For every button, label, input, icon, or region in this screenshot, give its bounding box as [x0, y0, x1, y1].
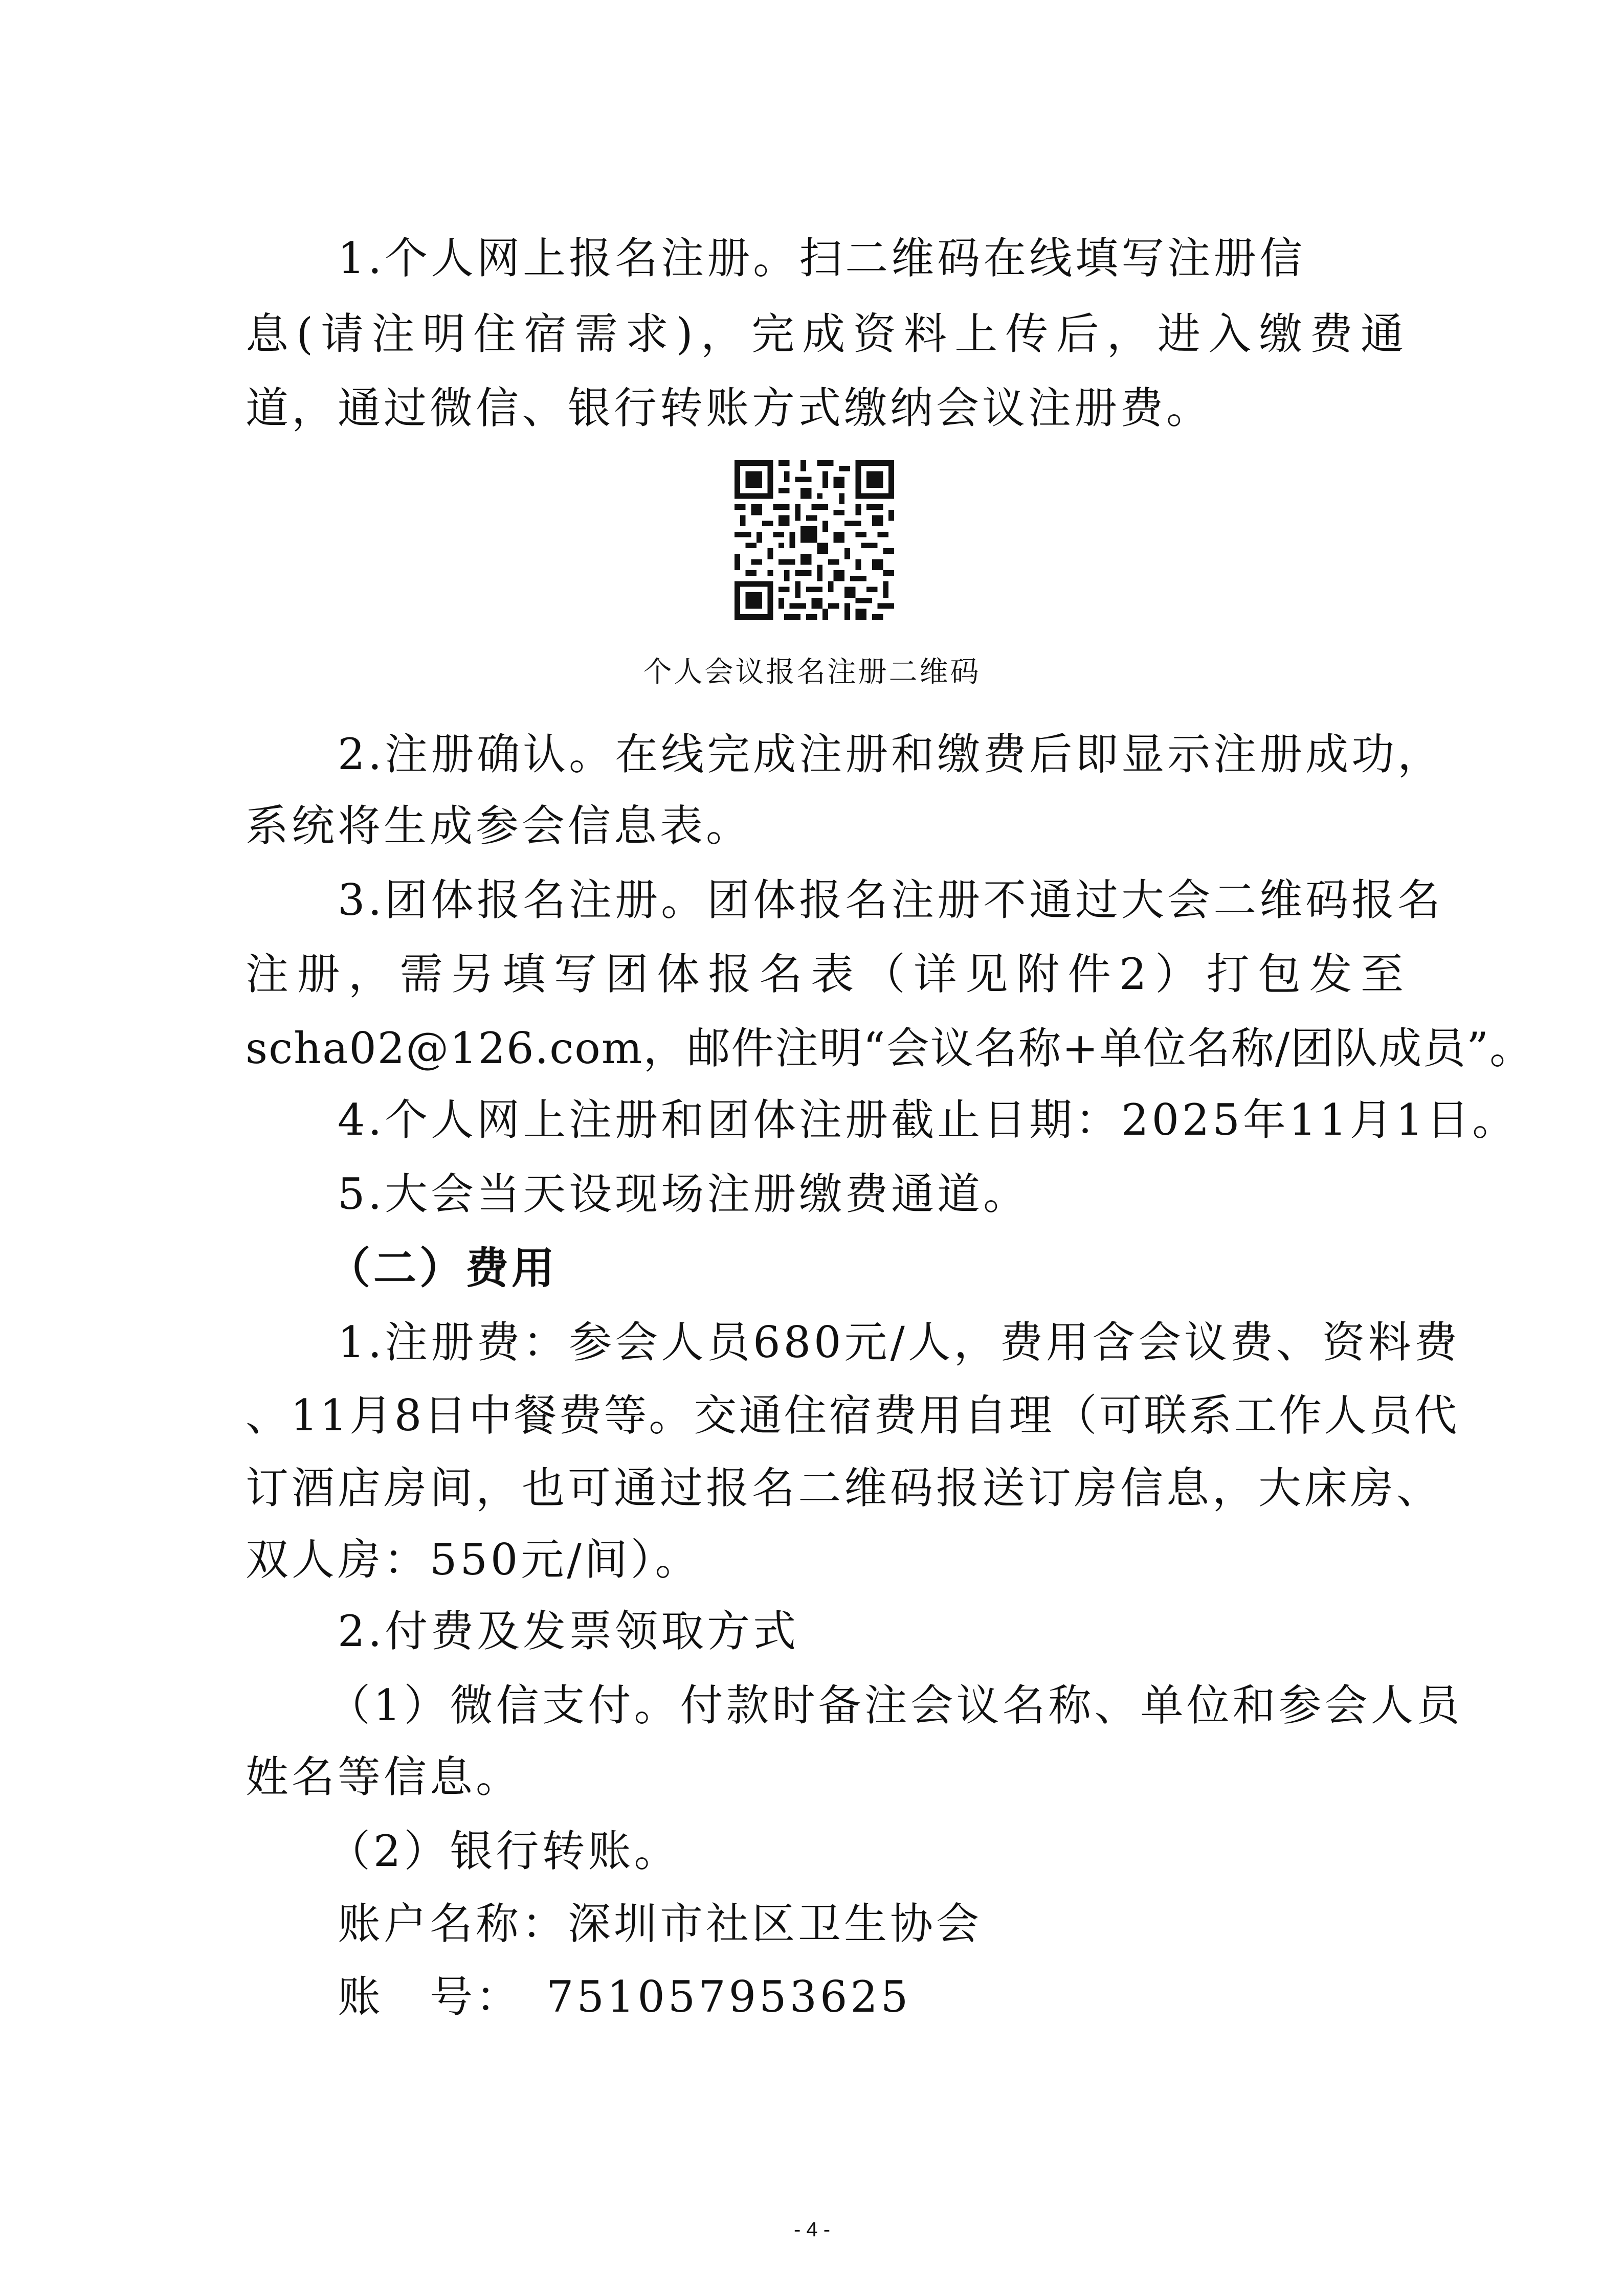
step-3-line-3: scha02@126.com，邮件注明“会议名称+单位名称/团队成员”。 — [246, 1023, 1534, 1073]
fee-1-line-3: 订酒店房间，也可通过报名二维码报送订房信息，大床房、 — [246, 1463, 1443, 1513]
page-number: - 4 - — [793, 2218, 831, 2241]
account-number-line: 账 号： 751057953625 — [338, 1972, 911, 2022]
step-3-line-2: 注册，需另填写团体报名表（详见附件2）打包发至 — [246, 949, 1407, 999]
step-2-line-1: 2.注册确认。在线完成注册和缴费后即显示注册成功， — [338, 729, 1444, 779]
account-name-line: 账户名称：深圳市社区卫生协会 — [338, 1899, 983, 1949]
step-5-line: 5.大会当天设现场注册缴费通道。 — [338, 1169, 1030, 1219]
wechat-pay-line-1: （1）微信支付。付款时备注会议名称、单位和参会人员 — [327, 1680, 1463, 1730]
step-3-line-1: 3.团体报名注册。团体报名注册不通过大会二维码报名 — [338, 875, 1444, 925]
step-1-line-2: 息(请注明住宿需求)，完成资料上传后，进入缴费通 — [246, 309, 1407, 359]
section-heading-fees: （二）费用 — [327, 1243, 558, 1293]
fee-1-line-4: 双人房：550元/间）。 — [246, 1535, 701, 1585]
fee-1-line-1: 1.注册费：参会人员680元/人，费用含会议费、资料费 — [338, 1317, 1460, 1367]
fee-2-heading: 2.付费及发票领取方式 — [338, 1606, 799, 1656]
qr-caption: 个人会议报名注册二维码 — [643, 656, 981, 689]
wechat-pay-line-2: 姓名等信息。 — [246, 1752, 522, 1802]
step-4-line: 4.个人网上注册和团体注册截止日期：2025年11月1日。 — [338, 1095, 1519, 1145]
step-1-line-3: 道，通过微信、银行转账方式缴纳会议注册费。 — [246, 383, 1213, 433]
step-2-line-2: 系统将生成参会信息表。 — [246, 801, 752, 851]
bank-transfer-line: （2）银行转账。 — [327, 1826, 680, 1876]
step-1-line-1: 1.个人网上报名注册。扫二维码在线填写注册信 — [338, 233, 1306, 283]
fee-1-line-2: 、11月8日中餐费等。交通住宿费用自理（可联系工作人员代 — [246, 1390, 1459, 1440]
registration-qr-code[interactable] — [735, 460, 894, 620]
